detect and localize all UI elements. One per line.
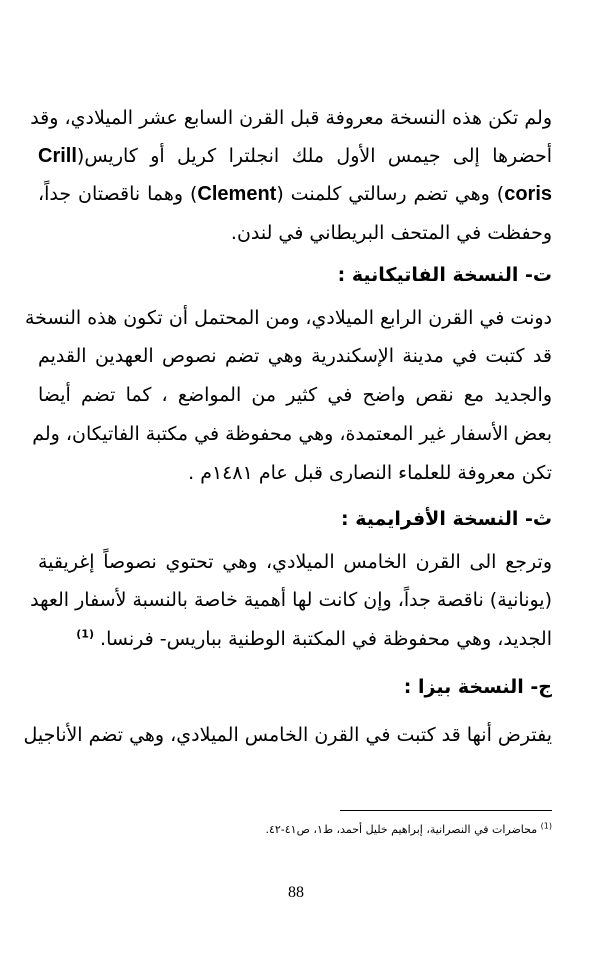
text-run: يفترض أنها قد كتبت في القرن الخامس الميلادي، وهي تضم الأناجيل	[23, 724, 552, 746]
text-run: ولم تكن هذه النسخة معروفة قبل القرن السابع عشر الميلادي، وقد	[30, 107, 552, 129]
text-run: ) وهي تضم رسالتي كلمنت (	[276, 183, 505, 205]
body-line	[38, 624, 552, 654]
text-run: (يونانية) ناقصة جداً، وإن كانت لها أهمية خاصة بالنسبة لأسفار العهد	[30, 589, 552, 611]
latin-term: Clement	[197, 183, 277, 205]
text-run: تكن معروفة للعلماء النصارى قبل عام ١٤٨١م .	[188, 462, 552, 484]
body-line	[38, 380, 552, 410]
footnote-marker: (1)	[540, 821, 552, 831]
footnote	[38, 822, 552, 838]
body-line	[23, 720, 552, 750]
text-run: أحضرها إلى جيمس الأول ملك انجلترا كريل أو كاريس(	[76, 145, 552, 167]
heading-text: ج- النسخة بيزا :	[403, 676, 552, 698]
text-run: وحفظت في المتحف البريطاني في لندن.	[230, 222, 552, 244]
latin-term: coris	[504, 183, 553, 205]
body-line	[38, 547, 552, 577]
text-run: والجديد مع نقص واضح في كثير من المواضع ، كما تضم أيضا	[38, 384, 552, 406]
footnote-separator	[340, 810, 552, 811]
text-run: دونت في القرن الرابع الميلادي، ومن المحتمل أن تكون هذه النسخة	[25, 307, 552, 329]
heading-text: ث- النسخة الأفرايمية :	[341, 508, 552, 530]
footnote-text: محاضرات في النصرانية، إبراهيم خليل أحمد، ط١، ص٤١-٤٢.	[265, 823, 538, 836]
body-line	[38, 179, 552, 209]
body-line	[25, 303, 552, 333]
text-run: وترجع الى القرن الخامس الميلادي، وهي تحتوي نصوصاً إغريقية	[38, 551, 552, 573]
body-line	[38, 141, 552, 171]
heading-text: ت- النسخة الفاتيكانية :	[337, 264, 552, 286]
body-line	[38, 218, 552, 248]
text-run: قد كتبت في مدينة الإسكندرية وهي تضم نصوص العهدين القديم	[38, 345, 552, 367]
latin-term: Crill	[38, 145, 77, 167]
body-line	[38, 458, 552, 488]
text-run: ) وهما ناقصتان جداً،	[38, 183, 198, 205]
body-line	[38, 341, 552, 371]
page-number: 88	[288, 884, 304, 901]
body-line	[30, 585, 552, 615]
section-heading	[38, 260, 552, 290]
footnote-reference[interactable]: (1)	[76, 627, 94, 641]
section-heading	[38, 504, 552, 534]
text-run: بعض الأسفار غير المعتمدة، وهي محفوظة في مكتبة الفاتيكان، ولم	[32, 423, 552, 445]
text-run: الجديد، وهي محفوظة في المكتبة الوطنية بباريس- فرنسا.	[100, 628, 552, 650]
body-line	[32, 419, 552, 449]
body-line	[30, 103, 552, 133]
section-heading	[38, 672, 552, 702]
